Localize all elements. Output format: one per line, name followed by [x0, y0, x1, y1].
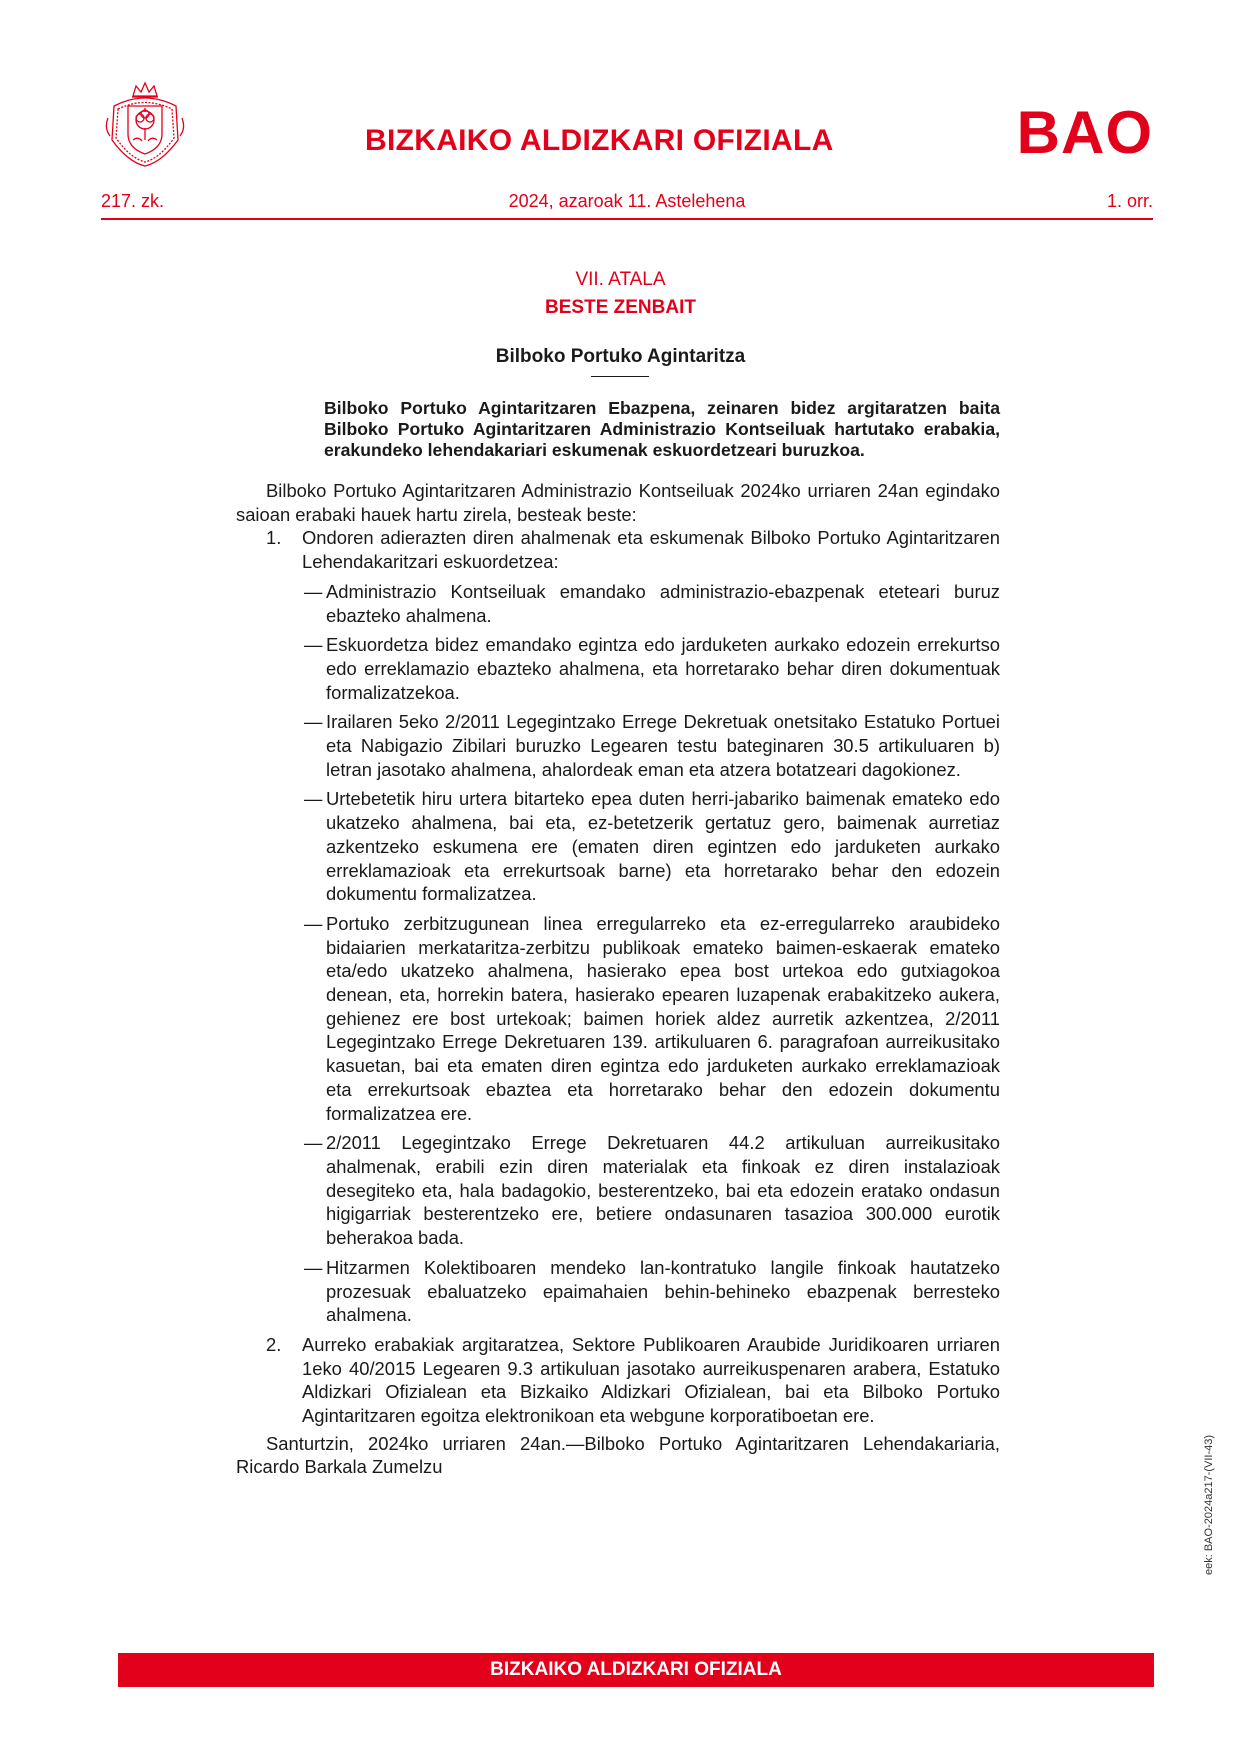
section-name: BESTE ZENBAIT [545, 297, 696, 318]
issuer-divider [591, 376, 649, 377]
delegated-powers-list [236, 580, 1000, 1327]
document-body [236, 479, 1000, 1479]
resolution-title: Bilboko Portuko Agintaritzaren Ebazpena, zeinaren bidez argitaratzen baita Bilboko Portuko Agintaritzaren Administrazio Kontseiluak hartutako erabakia, erakundeko lehendakariari eskumenak eskuordetzeari buruzkoa. [324, 398, 1000, 460]
dash-bullet: — [304, 1256, 323, 1278]
closing-signature: Santurtzin, 2024ko urriaren 24an.—Bilboko Portuko Agintaritzaren Lehendakariaria, Ricardo Barkala Zumelzu [236, 1432, 1000, 1478]
document-code: eek: BAO-2024a217-(VII-43) [1203, 1434, 1215, 1575]
dash-bullet: — [304, 634, 323, 656]
issue-number: 217. zk. [101, 191, 165, 211]
list-item [236, 580, 1000, 627]
issue-date: 2024, azaroak 11. Astelehena [508, 191, 746, 211]
item-number: 2. [266, 1333, 282, 1355]
list-item-text: 2/2011 Legegintzako Errege Dekretuaren 44.2 artikuluan aurreikusitako ahalmenak, erabili ezin diren materialak eta finkoak ez diren instalazioak desegiteko eta, hala badagokio, besterentzeko, bai eta edozein eratako ondasun higigarriak besterentzeko ere, betiere ondasunaren tasazioa 300.000 eurotik beherakoa bada. [326, 1132, 1000, 1249]
page-number: 1. orr. [1106, 191, 1153, 211]
item-text: Aurreko erabakiak argitaratzea, Sektore Publikoaren Araubide Juridikoaren urriaren 1eko 40/2015 Legearen 9.3 artikuluan jasotako aurreikuspenaren arabera, Estatuko Aldizkari Ofizialean eta Bizkaiko Aldizkari Ofizialean, bai eta Bilboko Portuko Agintaritzaren egoitza elektronikoan eta webgune korporatiboetan ere. [302, 1333, 1000, 1427]
dash-bullet: — [304, 1132, 323, 1154]
numbered-item-2 [236, 1333, 1000, 1428]
numbered-item-1 [236, 526, 1000, 573]
list-item-text: Portuko zerbitzugunean linea erregularreko eta ez-erregularreko araubideko bidaiarien merkataritza-zerbitzu publikoak emateko baimen-eskaerak emateko eta/edo ukatzeko ahalmena, hasierako epea bost urtekoa edo gutxiagokoa denean, eta, horrekin batera, hasierako epearen luzapenak erabakitzeko aukera, gehienez ere bost urtekoak; baimen horiek aldez aurretik azkentzea, 2/2011 Legegintzako Errege Dekretuaren 139. artikuluaren 6. paragrafoan aurreikusitako kasuetan, bai eta ematen diren egintza edo jarduketen aurkako erreklamazioak eta errekurtsoak ebaztea eta horretarako behar den edozein dokumentu formalizatzea ere. [326, 912, 1000, 1124]
list-item [236, 710, 1000, 781]
list-item-text: Eskuordetza bidez emandako egintza edo jarduketen aurkako edozein errekurtso edo erreklamazio ebazteko ahalmena, eta horretarako behar diren dokumentuak formalizatzekoa. [326, 634, 1000, 703]
dash-bullet: — [304, 912, 323, 934]
list-item-text: Administrazio Kontseiluak emandako administrazio-ebazpenak eteteari buruz ebazteko ahalmena. [326, 580, 1000, 626]
item-number: 1. [266, 527, 282, 549]
list-item-text: Urtebetetik hiru urtera bitarteko epea duten herri-jabariko baimenak emateko edo ukatzeko ahalmena, bai eta, ez-betetzerik gertatuz gero, baimenak aurretiaz azkentzeko eskumena ere (ematen diren egintzen edo jarduketen aurkako erreklamazioak eta errekurtsoak barne) eta horretarako behar den edozein dokumentu formalizatzea. [326, 788, 1000, 905]
bizkaia-coat-of-arms-icon [100, 78, 190, 170]
list-item [236, 1131, 1000, 1250]
gazette-title: BIZKAIKO ALDIZKARI OFIZIALA [365, 124, 834, 157]
list-item-text: Hitzarmen Kolektiboaren mendeko lan-kontratuko langile finkoak hautatzeko prozesuak ebaluatzeko epaimahaien behin-behineko ebazpenak berresteko ahalmena. [326, 1256, 1000, 1326]
dash-bullet: — [304, 788, 323, 810]
footer-banner: BIZKAIKO ALDIZKARI OFIZIALA [118, 1653, 1154, 1687]
list-item [236, 912, 1000, 1125]
list-item [236, 1256, 1000, 1327]
intro-paragraph: Bilboko Portuko Agintaritzaren Administrazio Kontseiluak 2024ko urriaren 24an egindako saioan erabaki hauek hartu zirela, besteak beste: [236, 480, 1000, 525]
list-item-text: Irailaren 5eko 2/2011 Legegintzako Errege Dekretuak onetsitako Estatuko Portuei eta Nabigazio Zibilari buruzko Legearen testu bateginaren 30.5 artikuluaren b) letran jasotako ahalmena, ahalordeak eman eta atzera botatzeari dagokionez. [326, 711, 1000, 780]
dash-bullet: — [304, 580, 323, 602]
dash-bullet: — [304, 711, 323, 733]
list-item [236, 787, 1000, 906]
item-text: Ondoren adierazten diren ahalmenak eta eskumenak Bilboko Portuko Agintaritzaren Lehendakaritzari eskuordetzea: [302, 527, 1000, 573]
section-number: VII. ATALA [575, 269, 666, 290]
list-item [236, 633, 1000, 704]
issuer-name: Bilboko Portuko Agintaritza [495, 346, 746, 367]
header-divider [101, 218, 1153, 220]
gazette-abbreviation: BAO [1016, 99, 1153, 166]
